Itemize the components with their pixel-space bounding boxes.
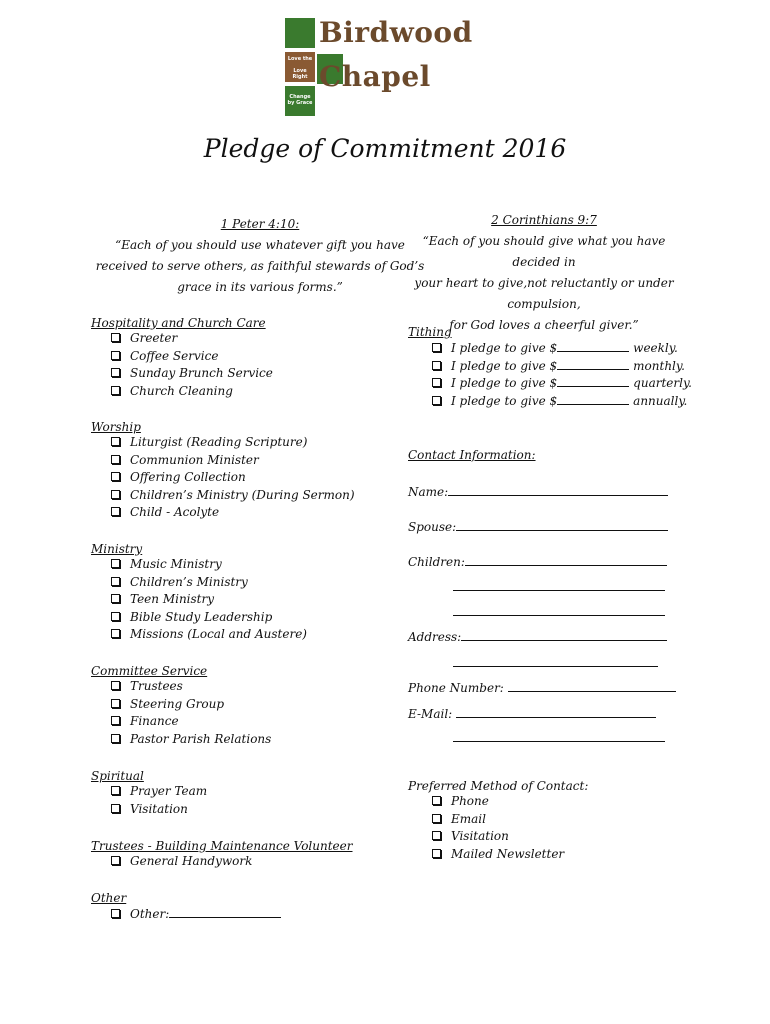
church-logo: [285, 14, 485, 106]
list-item[interactable]: Offering Collection: [111, 469, 355, 487]
checkbox[interactable]: [432, 814, 441, 823]
list-item[interactable]: Trustees: [111, 678, 271, 696]
list-item[interactable]: Liturgist (Reading Scripture): [111, 434, 355, 452]
list-item[interactable]: Child - Acolyte: [111, 504, 355, 522]
logo-tagline-top: Love the: [287, 56, 313, 62]
list-item[interactable]: Email: [432, 811, 588, 829]
list-item[interactable]: Mailed Newsletter: [432, 846, 588, 864]
section-committee: [91, 664, 271, 748]
spouse-field[interactable]: Spouse:: [408, 518, 668, 534]
checkbox[interactable]: [111, 909, 120, 918]
section-spiritual: [91, 769, 207, 818]
verse-right: [400, 210, 688, 336]
section-preferred-contact: [408, 779, 588, 863]
checkbox[interactable]: [111, 351, 120, 360]
section-other: [91, 891, 281, 923]
section-ministry: [91, 542, 307, 644]
list-item[interactable]: Finance: [111, 713, 271, 731]
list-item[interactable]: Steering Group: [111, 696, 271, 714]
list-item[interactable]: Visitation: [111, 801, 207, 819]
list-item[interactable]: Missions (Local and Austere): [111, 626, 307, 644]
checkbox[interactable]: [111, 786, 120, 795]
pledge-amount-field[interactable]: [557, 339, 629, 352]
preferred-heading: Preferred Method of Contact:: [408, 779, 589, 793]
verse-left-ref: 1 Peter 4:10:: [220, 217, 300, 231]
section-heading: Worship: [91, 420, 141, 434]
contact-heading: Contact Information:: [408, 448, 536, 462]
checkbox[interactable]: [111, 490, 120, 499]
section-heading: Ministry: [91, 542, 143, 556]
pledge-row[interactable]: I pledge to give $ weekly.: [432, 339, 692, 357]
section-hospitality: [91, 316, 273, 400]
list-item[interactable]: Communion Minister: [111, 452, 355, 470]
address-field[interactable]: Address:: [408, 628, 667, 644]
logo-tagline-mid: Love Right: [292, 68, 308, 80]
children-field[interactable]: Children:: [408, 553, 667, 569]
verse-right-ref: 2 Corinthians 9:7: [491, 213, 597, 227]
verse-left-line: “Each of you should use whatever gift you have: [115, 238, 405, 252]
logo-brown-block: [285, 52, 315, 82]
pledge-amount-field[interactable]: [557, 374, 629, 387]
verse-right-line: “Each of you should give what you have decided in: [422, 234, 666, 269]
section-heading: Tithing: [408, 325, 452, 339]
list-item[interactable]: Teen Ministry: [111, 591, 307, 609]
section-heading: Hospitality and Church Care: [91, 316, 266, 330]
list-item[interactable]: Music Ministry: [111, 556, 307, 574]
checkbox[interactable]: [111, 856, 120, 865]
list-item[interactable]: Greeter: [111, 330, 273, 348]
pledge-amount-field[interactable]: [557, 357, 629, 370]
list-item[interactable]: General Handywork: [111, 853, 353, 871]
checkbox[interactable]: [111, 804, 120, 813]
checkbox[interactable]: [111, 333, 120, 342]
section-trustees-building: [91, 839, 353, 871]
email-line-2[interactable]: [453, 741, 665, 742]
checkbox[interactable]: [432, 361, 441, 370]
verse-right-line: for God loves a cheerful giver.”: [449, 318, 639, 332]
list-item[interactable]: Other:: [111, 905, 281, 923]
email-field[interactable]: E-Mail:: [408, 705, 656, 721]
checkbox[interactable]: [432, 343, 441, 352]
section-tithing: [408, 325, 692, 409]
pledge-row[interactable]: I pledge to give $ monthly.: [432, 357, 692, 375]
checkbox[interactable]: [111, 507, 120, 516]
checkbox[interactable]: [432, 831, 441, 840]
checkbox[interactable]: [111, 612, 120, 621]
phone-field[interactable]: Phone Number:: [408, 679, 676, 695]
checkbox[interactable]: [111, 368, 120, 377]
checkbox[interactable]: [111, 386, 120, 395]
address-line-2[interactable]: [453, 666, 658, 667]
section-heading: Committee Service: [91, 664, 208, 678]
list-item[interactable]: Bible Study Leadership: [111, 609, 307, 627]
checkbox[interactable]: [432, 378, 441, 387]
list-item[interactable]: Prayer Team: [111, 783, 207, 801]
list-item[interactable]: Coffee Service: [111, 348, 273, 366]
checkbox[interactable]: [432, 396, 441, 405]
checkbox[interactable]: [111, 629, 120, 638]
pledge-row[interactable]: I pledge to give $ annually.: [432, 392, 692, 410]
checkbox[interactable]: [111, 594, 120, 603]
list-item[interactable]: Pastor Parish Relations: [111, 731, 271, 749]
section-heading: Spiritual: [91, 769, 144, 783]
checkbox[interactable]: [111, 559, 120, 568]
list-item[interactable]: Sunday Brunch Service: [111, 365, 273, 383]
children-line-2[interactable]: [453, 590, 665, 591]
checkbox[interactable]: [432, 849, 441, 858]
pledge-row[interactable]: I pledge to give $ quarterly.: [432, 374, 692, 392]
checkbox[interactable]: [111, 681, 120, 690]
pledge-amount-field[interactable]: [557, 392, 629, 405]
list-item[interactable]: Church Cleaning: [111, 383, 273, 401]
checkbox[interactable]: [432, 796, 441, 805]
logo-wordmark-line1: Birdwood: [319, 16, 473, 49]
list-item[interactable]: Children’s Ministry: [111, 574, 307, 592]
list-item[interactable]: Visitation: [432, 828, 588, 846]
section-heading: Other: [91, 891, 127, 905]
logo-green-block: [285, 18, 315, 48]
logo-wordmark-line2: Chapel: [319, 60, 431, 93]
list-item[interactable]: Phone: [432, 793, 588, 811]
logo-green-block-bottom: [285, 86, 315, 116]
checkbox[interactable]: [111, 472, 120, 481]
checkbox[interactable]: [111, 437, 120, 446]
name-field[interactable]: Name:: [408, 483, 668, 499]
verse-left: [80, 214, 440, 298]
checkbox[interactable]: [111, 716, 120, 725]
checkbox[interactable]: [111, 699, 120, 708]
checkbox[interactable]: [111, 577, 120, 586]
section-heading: Trustees - Building Maintenance Volunteer: [91, 839, 353, 853]
verse-left-line: grace in its various forms.”: [177, 280, 343, 294]
other-field[interactable]: [169, 905, 281, 918]
logo-tagline-bottom: Change by Grace: [287, 94, 313, 106]
checkbox[interactable]: [111, 734, 120, 743]
list-item[interactable]: Children’s Ministry (During Sermon): [111, 487, 355, 505]
children-line-3[interactable]: [453, 615, 665, 616]
page-title: Pledge of Commitment 2016: [203, 134, 567, 163]
verse-left-line: received to serve others, as faithful stewards of God’s: [95, 259, 425, 273]
verse-right-line: your heart to give,not reluctantly or under compulsion,: [414, 276, 674, 311]
checkbox[interactable]: [111, 455, 120, 464]
section-worship: [91, 420, 355, 522]
